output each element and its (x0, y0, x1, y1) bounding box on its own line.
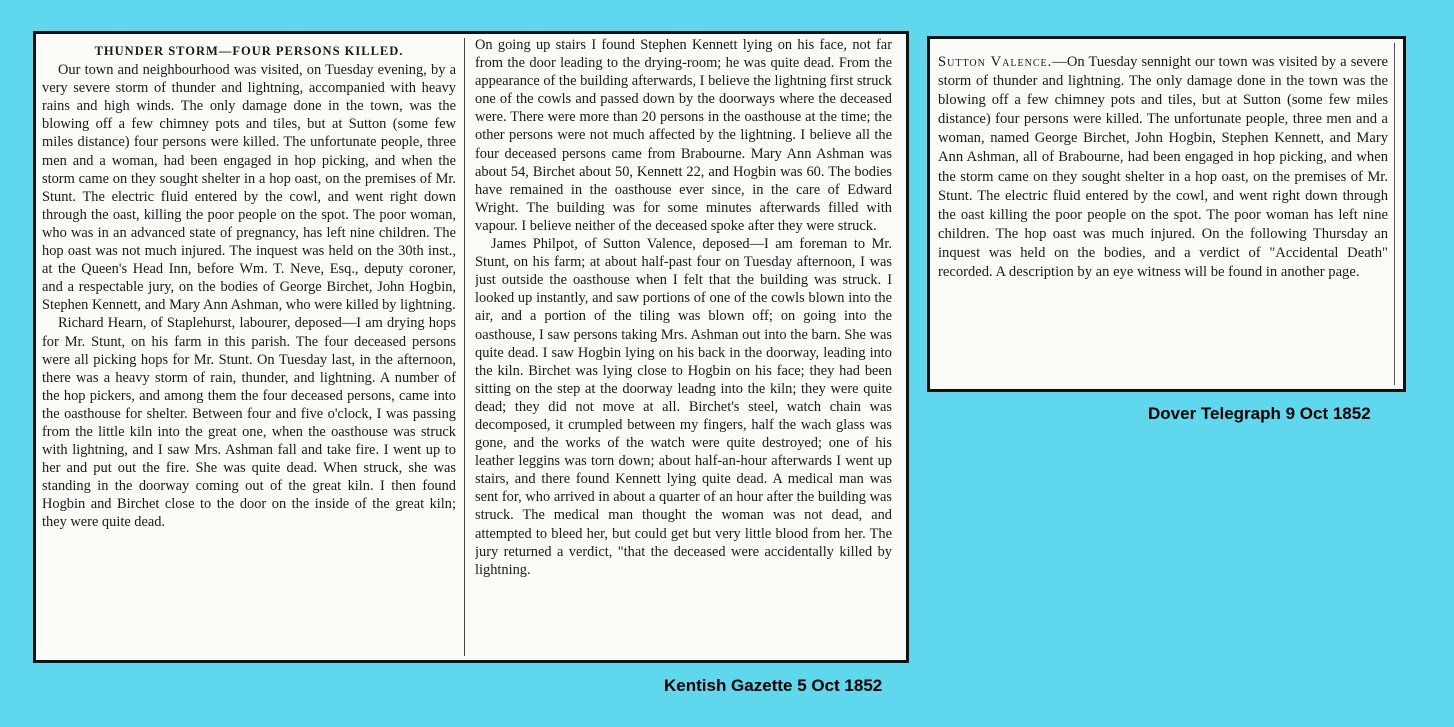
dover-telegraph-clipping (927, 36, 1406, 392)
kentish-caption: Kentish Gazette 5 Oct 1852 (664, 676, 883, 695)
dover-article-text (938, 53, 1388, 282)
dover-place-name: Sutton Valence. (938, 54, 1053, 70)
article-paragraph: Richard Hearn, of Staplehurst, labourer, deposed—I am drying hops for Mr. Stunt, on his farm in this parish. The four deceased persons were all picking hops for Mr. Stunt. On Tuesday last, in the afternoon, there was a heavy storm of rain, thunder, and lightning. A number of the hop pickers, and among them the four deceased persons, came into the oasthouse for shelter. Between four and five o'clock, I was passing from the little kiln into the great one, when the oasthouse was struck with lightning, and I saw Mrs. Ashman fall and take fire. I went up to her and put out the fire. She was quite dead. When struck, she was standing in the doorway coming out of the great kiln. I then found Hogbin and Birchet close to the door on the inside of the great kiln; they were quite dead. (42, 315, 456, 531)
article-paragraph: Our town and neighbourhood was visited, on Tuesday evening, by a very severe storm of thunder and lightning, accompanied with heavy rains and high winds. The only damage done in the town, was the blowing off a few chimney pots and tiles, but at Sutton (some few miles distance) four persons were killed. The unfortunate people, three men and a woman, had been engaged in hop picking, and when the storm came on they sought shelter in a hop oast, on the premises of Mr. Stunt. The electric fluid entered by the cowl, and went right down through the oast, killing the poor people on the spot. The poor woman, who was in an advanced state of pregnancy, has left nine children. The hop oast was not much injured. The inquest was held on the 30th inst., at the Queen's Head Inn, before Wm. T. Neve, Esq., deputy coroner, and a respectable jury, on the bodies of George Birchet, John Hogbin, Stephen Kennett, and Mary Ann Ashman, who were killed by lightning. (42, 62, 456, 314)
article-paragraph: James Philpot, of Sutton Valence, deposed—I am foreman to Mr. Stunt, on his farm; at about half-past four on Tuesday afternoon, I was just outside the oasthouse when I felt that the building was struck. I looked up instantly, and saw portions of one of the cowls blown into the air, and a portion of the tiling was blown off; on going into the oasthouse, I saw persons taking Mrs. Ashman out into the barn. She was quite dead. I saw Hogbin lying on his back in the doorway, leading into the kiln. Birchet was lying close to Hogbin on his face; they had been sitting on the step at the doorway leadng into the kiln; they were quite dead; they did not move at all. Birchet's steel, watch chain was decomposed, it crumpled between my fingers, half the wach glass was gone, and the works of the watch were quite destroyed; one of his leather leggins was torn down; about half-an-hour afterwards I went up stairs, and there found Kennett lying quite dead. A medical man was sent for, who arrived in about a quarter of an hour after the building was struck. The medical man thought the woman was not dead, and attempted to bleed her, but could get but very little blood from her. The jury returned a verdict, "that the deceased were accidentally killed by lightning. (475, 236, 892, 578)
article-headline: THUNDER STORM—FOUR PERSONS KILLED. (94, 44, 404, 58)
column-divider (464, 38, 465, 656)
dover-article-body: —On Tuesday sennight our town was visited by a severe storm of thunder and lightning. The only damage done in the town was the blowing off a few chimney pots and tiles, but at Sutton (some few miles distance) four persons were killed. The unfortunate people, three men and a woman, named George Birchet, John Hogbin, Stephen Kennett, and Mary Ann Ashman, all of Brabourne, had been engaged in hop picking, and when the storm came on they sought shelter in a hop oast, on the premises of Mr. Stunt. The electric fluid entered by the cowl, and went right down through the oast killing the poor people on the spot. The poor woman has left nine children. The hop oast was much injured. On the following Thursday an inquest was held on the bodies, and a verdict of "Accidental Death" recorded. A description by an eye witness will be found in another page. (938, 54, 1388, 281)
kentish-gazette-clipping (33, 31, 909, 663)
dover-caption: Dover Telegraph 9 Oct 1852 (1148, 404, 1371, 423)
article-column-left (42, 36, 456, 660)
article-paragraph: On going up stairs I found Stephen Kennett lying on his face, not far from the door leading to the drying-room; he was quite dead. From the appearance of the building afterwards, I believe the lightning first struck one of the cowls and passed down by the doorways where the deceased were. There were more than 20 persons in the oasthouse at the time; the other persons were not much affected by the lightning. I believe all the four deceased persons came from Brabourne. Mary Ann Ashman was about 54, Birchet about 50, Kennett 22, and Hogbin was 60. The bodies have remained in the oasthouse ever since, in the care of Edward Wright. The building was for some minutes afterwards filled with vapour. I believe neither of the deceased spoke after they were struck. (475, 37, 892, 234)
column-divider (1394, 43, 1395, 385)
article-column-right (475, 36, 892, 660)
